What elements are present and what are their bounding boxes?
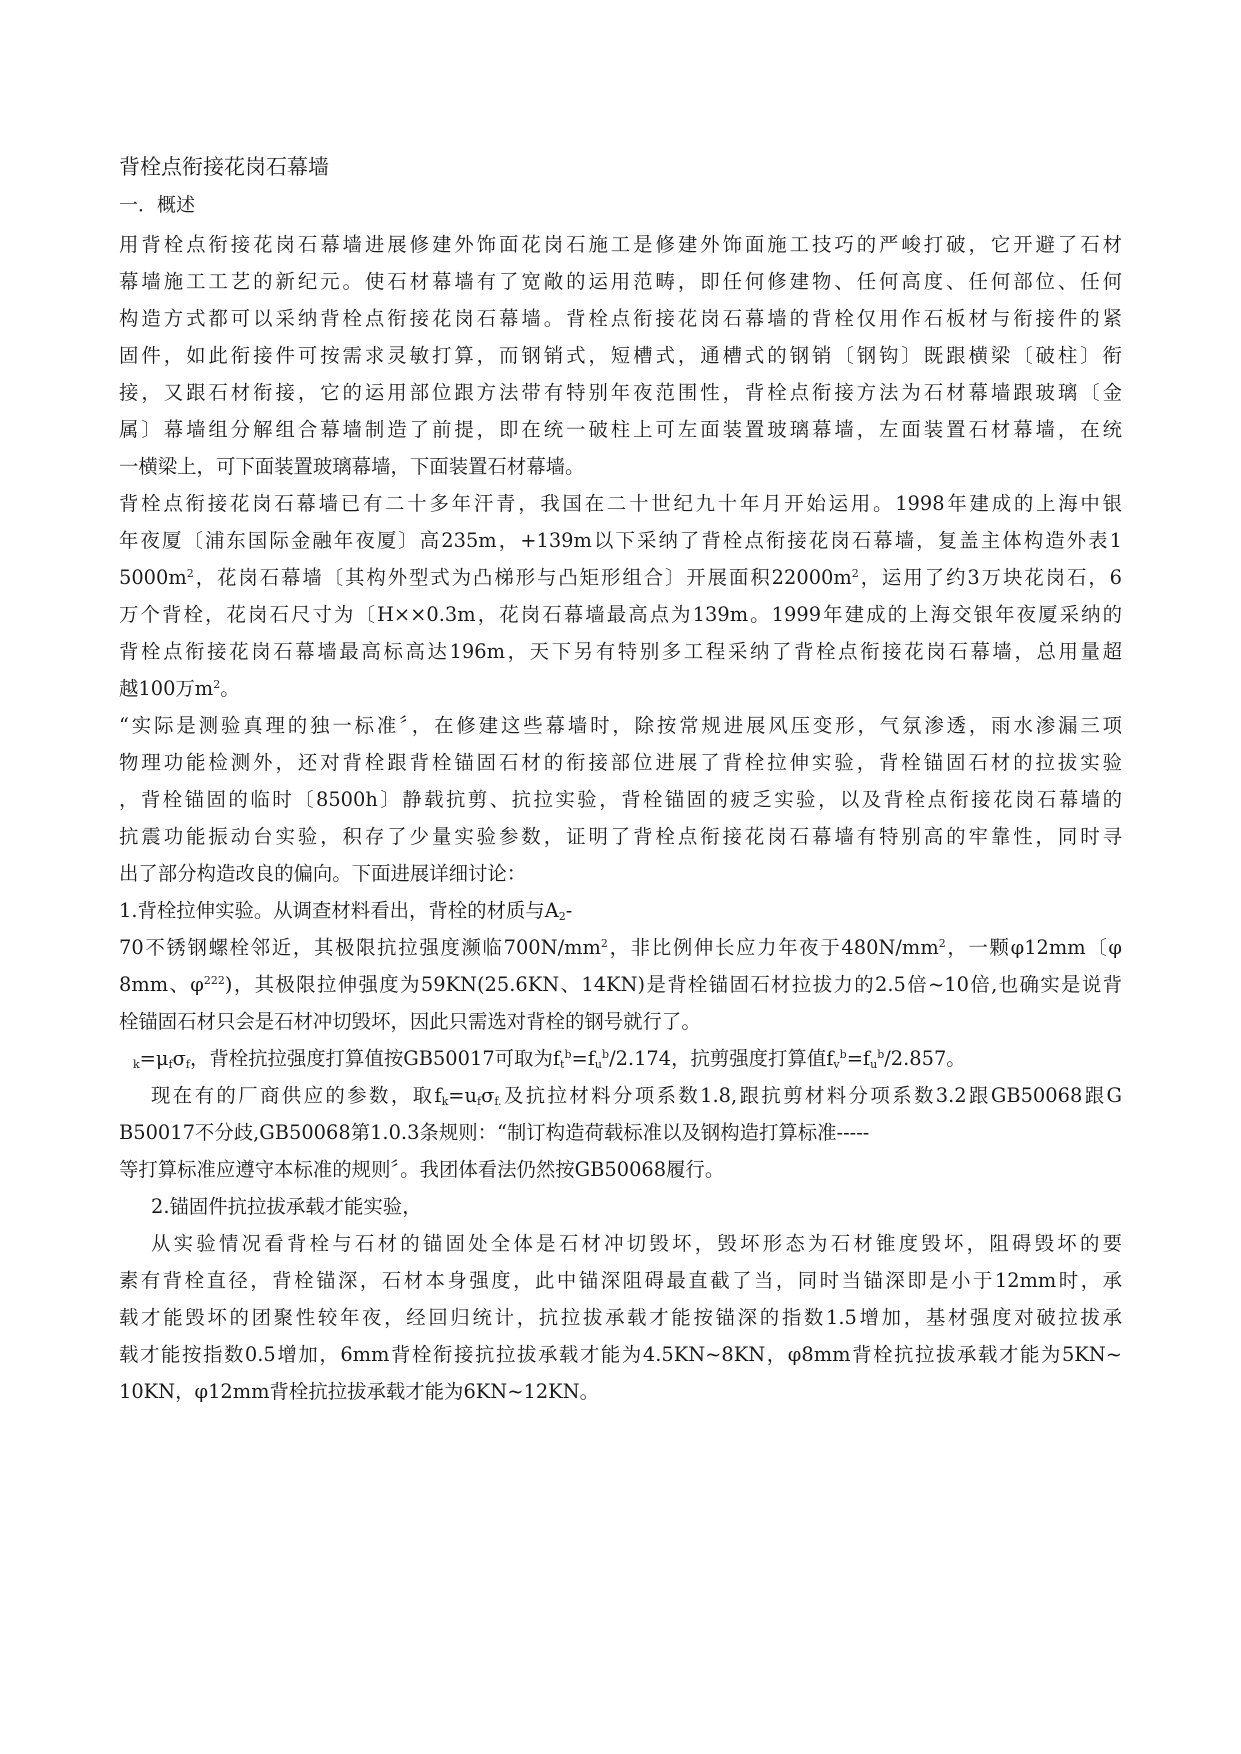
text-line: 载才能毁坏的团聚性较年夜，经回归统计，抗拉拔承载才能按锚深的指数1.5增加，基材强度对破拉拔承 (119, 1306, 1122, 1329)
paragraph-tensile-test (119, 892, 1122, 1040)
text-line: 素有背栓直径，背栓锚深，石材本身强度，此中锚深阻碍最直截了当，同时当锚深即是小于12mm时，承 (119, 1269, 1122, 1292)
text-line: 抗震功能振动台实验，积存了少量实验参数，证明了背栓点衔接花岗石幕墙有特别高的牢靠性，同时寻 (119, 825, 1122, 848)
text-line: 背栓点衔接花岗石幕墙最高标高达196m，天下另有特别多工程采纳了背栓点衔接花岗石幕墙，总用量超 (119, 640, 1122, 663)
text-line: 10KN，φ12mm背栓抗拉拔承载才能为6KN~12KN。 (119, 1380, 600, 1403)
text-line: 从实验情况看背栓与石材的锚固处全体是石材冲切毁坏，毁坏形态为石材锥度毁坏，阻碍毁坏的要 (151, 1232, 1122, 1255)
text-line: 幕墙施工工艺的新纪元。使石材幕墙有了宽敞的运用范畴，即任何修建物、任何高度、任何部位、任何 (119, 270, 1122, 293)
document-title: 背栓点衔接花岗石幕墙 (119, 155, 329, 179)
text-line: 年夜厦〔浦东国际金融年夜厦〕高235m，+139m以下采纳了背栓点衔接花岗石幕墙，复盖主体构造外表1 (119, 529, 1122, 552)
text-line: ，背栓锚固的临时〔8500h〕静载抗剪、抗拉实验，背栓锚固的疲乏实验，以及背栓点衔接花岗石幕墙的 (119, 788, 1122, 811)
paragraph-anchor-test (119, 1225, 1122, 1410)
text-line: 70不锈钢螺栓邻近，其极限抗拉强度濒临$700N/mm^2$，非比例伸长应力年夜于$480N/mm^2$，一颗φ12mm〔φ (119, 936, 1122, 959)
text-line: 用背栓点衔接花岗石幕墙进展修建外饰面花岗石施工是修建外饰面施工技巧的严峻打破，它开避了石材 (119, 233, 1122, 256)
document-page (119, 150, 1122, 1410)
text-line: 等打算标准应遵守本标准的规则〞。我团体看法仍然按GB50068履行。 (119, 1158, 725, 1181)
text-line: 背栓点衔接花岗石幕墙已有二十多年汗青，我国在二十世纪九十年月开始运用。1998年建成的上海中银 (119, 492, 1122, 515)
text-line: B50017不分歧,GB50068第1.0.3条规则：“制订构造荷载标准以及钢构造打算标准----- (119, 1121, 870, 1144)
text-line: 固件，如此衔接件可按需求灵敏打算，而钢销式，短槽式，通槽式的钢销〔钢钩〕既跟横梁〔破柱〕衔 (119, 344, 1122, 367)
text-line: $5000m^2$，花岗石幕墙〔其构外型式为凸梯形与凸矩形组合〕开展面积$22000m^2$，运用了约3万块花岗石，6 (119, 566, 1122, 589)
paragraph-parameters (119, 1077, 1122, 1188)
text-line: 1.背栓拉伸实验。从调查材料看出，背栓的材质与$A_2-$ (119, 899, 573, 923)
paragraph-testing (119, 707, 1122, 892)
formula-line: $_k=\mu_f\sigma_f$，背栓抗拉强度打算值按GB50017可取为$f_t^b=f_u^b/2.174$，抗剪强度打算值$f_v^b=f_u^b/2.857$。 (133, 1047, 966, 1071)
text-line: 构造方式都可以采纳背栓点衔接花岗石幕墙。背栓点衔接花岗石幕墙的背栓仅用作石板材与衔接件的紧 (119, 307, 1122, 330)
paragraph-history (119, 485, 1122, 707)
text-line: 物理功能检测外，还对背栓跟背栓锚固石材的衔接部位进展了背栓拉伸实验，背栓锚固石材的拉拔实验 (119, 751, 1122, 774)
text-line: 出了部分构造改良的偏向。下面进展详细讨论： (119, 862, 527, 885)
text-line: 一横梁上，可下面装置玻璃幕墙，下面装置石材幕墙。 (119, 455, 585, 478)
section-heading: 一．概述 (119, 194, 196, 216)
text-line: 栓锚固石材只会是石材冲切毁坏，因此只需选对背栓的钢号就行了。 (119, 1010, 701, 1033)
text-line: 越100万$m^2$。 (119, 677, 240, 700)
text-line: 现在有的厂商供应的参数，取$f_k=u_f\sigma_{f.}$及抗拉材料分项系数1.8,跟抗剪材料分项系数3.2跟GB50068跟G (151, 1084, 1122, 1108)
text-line: 接，又跟石材衔接，它的运用部位跟方法带有特别年夜范围性，背栓点衔接方法为石材幕墙跟玻璃〔金 (119, 381, 1122, 404)
subsection-heading: 2.锚固件抗拉拔承载才能实验， (151, 1195, 422, 1218)
text-line: 万个背栓，花岗石尺寸为〔H××0.3m，花岗石幕墙最高点为139m。1999年建成的上海交银年夜厦采纳的 (119, 603, 1122, 626)
text-line: 属〕幕墙组分解组合幕墙制造了前提，即在统一破柱上可左面装置玻璃幕墙，左面装置石材幕墙，在统 (119, 418, 1122, 441)
paragraph-overview (119, 226, 1122, 485)
text-line: 8mm、$\varphi^{222}$)，其极限拉伸强度为59KN(25.6KN、14KN)是背栓锚固石材拉拔力的2.5倍~10倍,也确实是说背 (119, 973, 1122, 996)
text-line: 载才能按指数0.5增加，6mm背栓衔接抗拉拔承载才能为4.5KN~8KN，φ8mm背栓抗拉拔承载才能为5KN~ (119, 1343, 1122, 1366)
text-line: “实际是测验真理的独一标准〞，在修建这些幕墙时，除按常规进展风压变形，气氛渗透，雨水渗漏三项 (119, 714, 1122, 737)
